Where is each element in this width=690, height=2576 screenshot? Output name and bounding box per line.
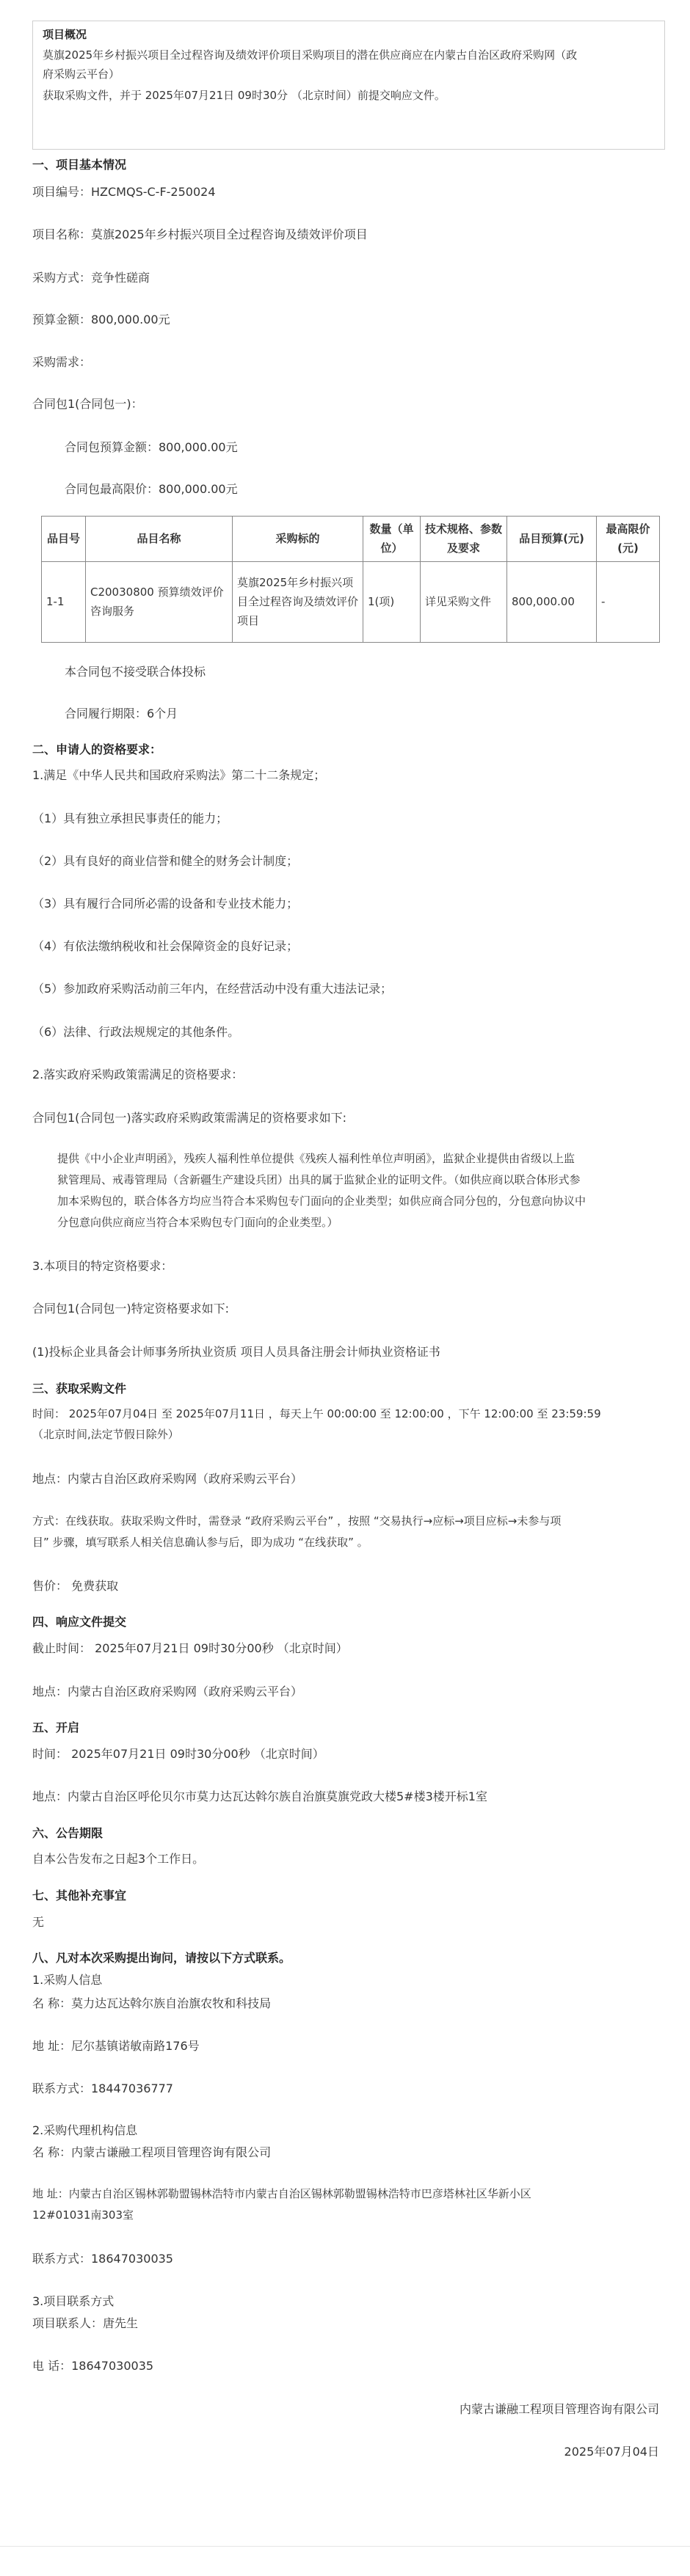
table-header-cell: 品目号 [42, 517, 86, 562]
table-header-cell: 数量（单位） [363, 517, 421, 562]
qualification-item: （1）具有独立承担民事责任的能力； [32, 811, 228, 825]
project-name: 项目名称：莫旗2025年乡村振兴项目全过程咨询及绩效评价项目 [32, 227, 368, 241]
section-7-heading: 七、其他补充事宜 [32, 1889, 127, 1902]
policy-requirement-detail: 加本采购包的，联合体各方均应当符合本采购包专门面向的企业类型；如供应商合同分包的，分包意向协议中 [57, 1194, 586, 1208]
lot-1-title: 合同包1(合同包一)： [32, 397, 143, 411]
table-cell: 1-1 [42, 561, 86, 642]
lot-budget: 合同包预算金额：800,000.00元 [65, 440, 238, 454]
agency-name: 名 称：内蒙古谦融工程项目管理咨询有限公司 [32, 2145, 272, 2159]
section-6-heading: 六、公告期限 [32, 1826, 104, 1840]
section-1-heading: 一、项目基本情况 [32, 158, 127, 172]
table-cell: C20030800 预算绩效评价咨询服务 [86, 561, 233, 642]
agency-phone: 联系方式：18647030035 [32, 2252, 173, 2266]
contract-term: 合同履行期限：6个月 [65, 707, 178, 720]
qualification-point-2: 2.落实政府采购政策需满足的资格要求： [32, 1068, 244, 1081]
section-2-heading: 二、申请人的资格要求： [32, 742, 162, 756]
overview-text-line2: 府采购云平台） [43, 67, 120, 81]
table-header-row [42, 517, 660, 562]
procurement-method: 采购方式：竞争性磋商 [32, 271, 150, 285]
qualification-item: （4）有依法缴纳税收和社会保障资金的良好记录； [32, 939, 299, 953]
qualification-item: （2）具有良好的商业信誉和健全的财务会计制度； [32, 854, 299, 868]
acquisition-time: 时间： 2025年07月04日 至 2025年07月11日 ，每天上午 00:00:00 至 12:00:00 ，下午 12:00:00 至 23:59:59 [32, 1407, 601, 1420]
specific-requirement-detail: (1)投标企业具备会计师事务所执业资质 项目人员具备注册会计师执业资格证书 [32, 1345, 440, 1359]
document-price: 售价： 免费获取 [32, 1579, 119, 1593]
footer-date: 2025年07月04日 [564, 2445, 659, 2459]
policy-requirement-detail: 提供《中小企业声明函》，残疾人福利性单位提供《残疾人福利性单位声明函》，监狱企业提供由省级以上监 [57, 1152, 575, 1165]
qualification-item: （5）参加政府采购活动前三年内，在经营活动中没有重大违法记录； [32, 982, 393, 996]
qualification-item: （6）法律、行政法规规定的其他条件。 [32, 1025, 240, 1039]
project-contact-title: 3.项目联系方式 [32, 2294, 115, 2308]
announcement-period: 自本公告发布之日起3个工作日。 [32, 1852, 205, 1866]
table-cell: 1(项) [363, 561, 421, 642]
footer-company: 内蒙古谦融工程项目管理咨询有限公司 [459, 2402, 659, 2416]
project-contact-person: 项目联系人：唐先生 [32, 2316, 139, 2330]
qualification-item: （3）具有履行合同所必需的设备和专业技术能力； [32, 897, 299, 911]
table-header-cell: 技术规格、参数及要求 [421, 517, 507, 562]
purchaser-info-title: 1.采购人信息 [32, 1973, 103, 1987]
overview-title: 项目概况 [43, 28, 87, 41]
policy-requirement-detail: 分包意向供应商应当符合本采购包专门面向的企业类型。） [57, 1216, 338, 1229]
acquisition-place: 地点：内蒙古自治区政府采购网（政府采购云平台） [32, 1472, 303, 1486]
project-number: 项目编号：HZCMQS-C-F-250024 [32, 185, 216, 199]
section-5-heading: 五、开启 [32, 1721, 80, 1734]
procurement-requirement-label: 采购需求： [32, 355, 92, 369]
purchaser-name: 名 称：莫力达瓦达斡尔族自治旗农牧和科技局 [32, 1996, 272, 2010]
policy-requirement-detail: 狱管理局、戒毒管理局（含新疆生产建设兵团）出具的属于监狱企业的证明文件。（如供应商以联合体形式参 [57, 1173, 581, 1186]
no-consortium-note: 本合同包不接受联合体投标 [65, 665, 206, 679]
table-row [42, 561, 660, 642]
table-cell: 800,000.00 [507, 561, 597, 642]
project-overview-box [32, 21, 665, 150]
purchaser-phone: 联系方式：18447036777 [32, 2081, 173, 2095]
specific-requirement-lot: 合同包1(合同包一)特定资格要求如下: [32, 1302, 230, 1316]
section-3-heading: 三、获取采购文件 [32, 1382, 127, 1395]
section-8-heading: 八、凡对本次采购提出询问，请按以下方式联系。 [32, 1951, 291, 1965]
supplementary-matters: 无 [32, 1915, 45, 1929]
table-header-cell: 采购标的 [233, 517, 363, 562]
lot-max-price: 合同包最高限价：800,000.00元 [65, 482, 238, 496]
acquisition-method-cont: 目” 步骤，填写联系人相关信息确认参与后，即为成功 “在线获取” 。 [32, 1536, 368, 1549]
table-header-cell: 品目名称 [86, 517, 233, 562]
opening-place: 地点：内蒙古自治区呼伦贝尔市莫力达瓦达斡尔族自治旗莫旗党政大楼5#楼3楼开标1室 [32, 1789, 487, 1803]
overview-text-line1: 莫旗2025年乡村振兴项目全过程咨询及绩效评价项目采购项目的潜在供应商应在内蒙古自治区政府采购网（政 [43, 48, 578, 62]
acquisition-method: 方式：在线获取。获取采购文件时，需登录 “政府采购云平台” ，按照 “交易执行→应标→项目应标→未参与项 [32, 1514, 562, 1528]
table-header-cell: 最高限价(元) [597, 517, 660, 562]
qualification-point-1: 1.满足《中华人民共和国政府采购法》第二十二条规定； [32, 768, 326, 782]
acquisition-time-note: （北京时间,法定节假日除外） [32, 1428, 179, 1441]
table-cell: 详见采购文件 [421, 561, 507, 642]
policy-requirement-lot: 合同包1(合同包一)落实政府采购政策需满足的资格要求如下: [32, 1111, 347, 1125]
submission-deadline: 截止时间： 2025年07月21日 09时30分00秒 （北京时间） [32, 1641, 348, 1655]
overview-text-line3: 获取采购文件，并于 2025年07月21日 09时30分 （北京时间）前提交响应文件。 [43, 89, 446, 102]
agency-address-cont: 12#01031南303室 [32, 2208, 134, 2222]
table-cell: 莫旗2025年乡村振兴项目全过程咨询及绩效评价项目 [233, 561, 363, 642]
submission-place: 地点：内蒙古自治区政府采购网（政府采购云平台） [32, 1685, 303, 1699]
bottom-divider [0, 2546, 690, 2547]
budget-amount: 预算金额：800,000.00元 [32, 313, 170, 326]
table-header-cell: 品目预算(元) [507, 517, 597, 562]
project-contact-phone: 电 话：18647030035 [32, 2359, 154, 2373]
purchaser-address: 地 址：尼尔基镇诺敏南路176号 [32, 2039, 200, 2053]
opening-time: 时间： 2025年07月21日 09时30分00秒 （北京时间） [32, 1747, 324, 1761]
agency-address: 地 址：内蒙古自治区锡林郭勒盟锡林浩特市内蒙古自治区锡林郭勒盟锡林浩特市巴彦塔林社区华新小区 [32, 2187, 531, 2200]
table-cell: - [597, 561, 660, 642]
items-table [41, 516, 660, 643]
section-4-heading: 四、响应文件提交 [32, 1615, 127, 1629]
agency-info-title: 2.采购代理机构信息 [32, 2123, 138, 2137]
qualification-point-3: 3.本项目的特定资格要求： [32, 1259, 173, 1273]
